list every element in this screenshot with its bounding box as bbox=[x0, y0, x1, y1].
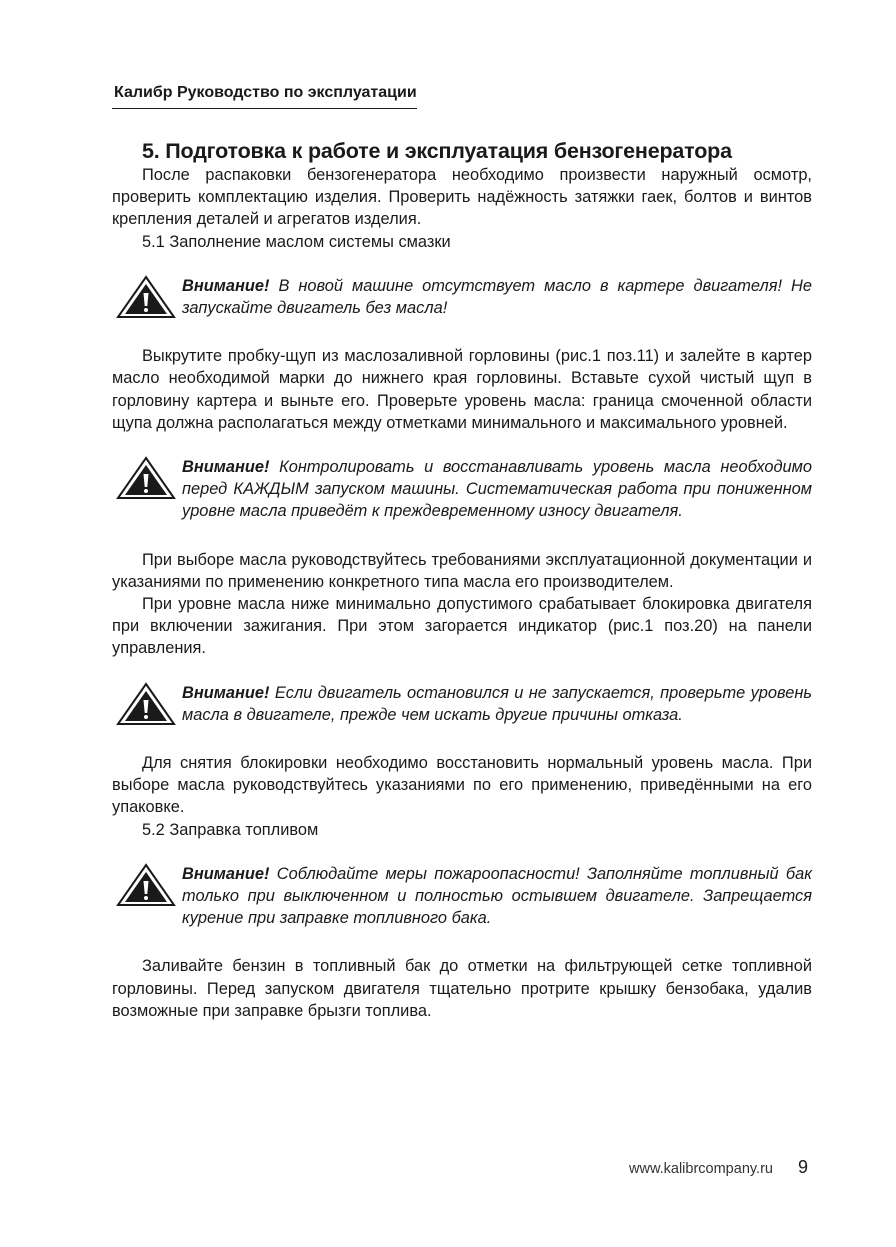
paragraph: Для снятия блокировки необходимо восстановить нормальный уровень масла. При выборе масла руководствуйтесь указаниями по его применению, приведёнными на его упаковке. bbox=[112, 754, 812, 817]
section-title: 5. Подготовка к работе и эксплуатация бензогенератора bbox=[142, 139, 732, 163]
paragraph: Заливайте бензин в топливный бак до отметки на фильтрующей сетке топливной горловины. Перед запуском двигателя тщательно протрите крышку бензобака, удалив возможные при заправке брызги топлива. bbox=[112, 957, 812, 1020]
running-header: Калибр Руководство по эксплуатации bbox=[114, 84, 417, 101]
warning-text: В новой машине отсутствует масло в картере двигателя! Не запускайте двигатель без масла! bbox=[182, 276, 812, 318]
warning-text: Контролировать и восстанавливать уровень масла необходимо перед КАЖДЫМ запуском машины. Систематическая работа при пониженном уровне масла приведёт к преждевременному износу двигателя. bbox=[182, 458, 812, 521]
intro-paragraph: После распаковки бензогенератора необходимо произвести наружный осмотр, проверить комплектацию изделия. Проверить надёжность затяжки гаек, болтов и винтов крепления деталей и агрегатов изделия. bbox=[112, 166, 812, 229]
warning-text: Соблюдайте меры пожароопасности! Заполняйте топливный бак только при выключенном и полностью остывшем двигателе. Запрещается курение при заправке топливного бака. bbox=[182, 864, 812, 928]
paragraph: При уровне масла ниже минимально допустимого срабатывает блокировка двигателя при включении зажигания. При этом загорается индикатор (рис.1 поз.20) на панели управления. bbox=[112, 595, 812, 658]
subsection-heading-fuel: 5.2 Заправка топливом bbox=[142, 820, 319, 839]
warning-label: Внимание! bbox=[182, 864, 270, 883]
paragraph: Выкрутите пробку-щуп из маслозаливной горловины (рис.1 поз.11) и залейте в картер масло необходимой марки до нижнего края горловины. Вставьте сухой чистый щуп в горловину картера и выньте его. Проверьте уровень масла: граница смоченной области щупа должна располагаться между отметками минимального и максимального уровней. bbox=[112, 347, 812, 432]
warning-block bbox=[116, 456, 812, 523]
page-content bbox=[112, 138, 812, 1022]
warning-block bbox=[116, 682, 812, 726]
warning-label: Внимание! bbox=[182, 683, 270, 702]
warning-triangle-icon bbox=[116, 682, 176, 726]
warning-label: Внимание! bbox=[182, 458, 270, 477]
warning-block bbox=[116, 275, 812, 319]
subsection-heading-oil: 5.1 Заполнение маслом системы смазки bbox=[142, 232, 451, 251]
warning-triangle-icon bbox=[116, 275, 176, 319]
paragraph: При выборе масла руководствуйтесь требованиями эксплуатационной документации и указаниями по применению конкретного типа масла его производителем. bbox=[112, 550, 812, 591]
warning-text: Если двигатель остановился и не запускается, проверьте уровень масла в двигателе, прежде чем искать другие причины отказа. bbox=[182, 683, 812, 724]
warning-triangle-icon bbox=[116, 456, 176, 500]
header-divider bbox=[112, 108, 417, 109]
footer-website: www.kalibrcompany.ru bbox=[629, 1161, 773, 1177]
warning-triangle-icon bbox=[116, 863, 176, 907]
warning-label: Внимание! bbox=[182, 276, 270, 295]
warning-block bbox=[116, 863, 812, 930]
page-number: 9 bbox=[798, 1157, 809, 1177]
